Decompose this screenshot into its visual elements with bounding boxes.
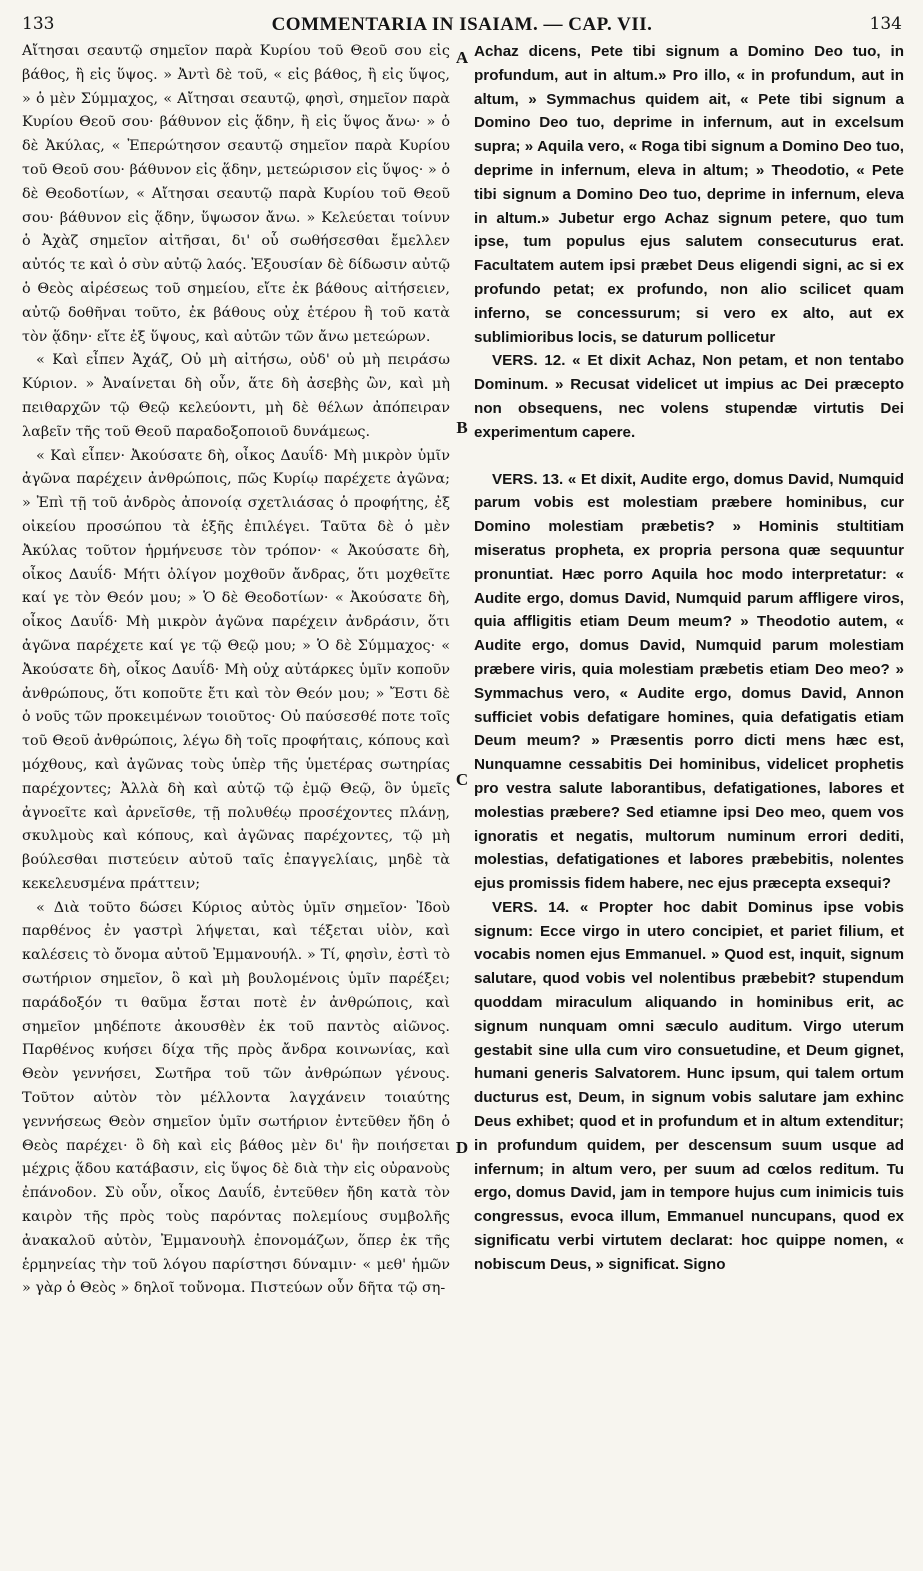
page-number-right: 134 <box>869 14 902 34</box>
margin-marker-d: D <box>455 1138 469 1157</box>
latin-paragraph: Achaz dicens, Pete tibi signum a Domino Deo tuo, in profundum, aut in altum.» Pro illo, « in profundum, aut in altum, » Symmachus quidem ait, « Pete tibi signum a Domino Deo tuo, deprime in infernum, aut in excelsum supra; » Aquila vero, « Roga tibi signum a Domino Deo tuo, deprime in infernum, eleva in altum; » Theodotio, « Pete tibi signum a Domino Deo tuo, deprime in infernum, eleva in altum.» Jubetur ergo Achaz signum petere, quo tum ipse, tum populus ejus salutem consecuturus erat. Facultatem autem ipsi præbet Deus eligendi signi, ac si ex profundo petat; ex profundo, non alio scilicet quam inferno, se concessurum; si vero ex alto, aut ex sublimioribus locis, se daturum pollicetur <box>474 43 904 346</box>
greek-paragraph: « Καὶ εἶπεν· Ἀκούσατε δὴ, οἶκος Δαυΐδ· Μὴ μικρὸν ὑμῖν ἀγῶνα παρέχειν ἀνθρώποις, πῶς Κυρίῳ παρέχετε ἀγῶνα; » Ἐπὶ τῇ τοῦ ἀνδρὸς ἀπονοίᾳ σχετλιάσας ὁ προφήτης, ἐξ οἰκείου προσώπου τὰ ἑξῆς ἐπιλέγει. Ταῦτα δὲ ὁ μὲν Ἀκύλας τοῦτον ἡρμήνευσε τὸν τρόπον· « Ἀκούσατε δὴ, οἶκος Δαυΐδ· Μήτι ὀλίγον μοχθοῦν ἄνδρας, ὅτι μοχθεῖτε καί γε τὸν Θεόν μου; » Ὁ δὲ Θεοδοτίων· « Ἀκούσατε δὴ, οἶκος Δαυΐδ· Μὴ μικρὸν ἀγῶνα παρέχειν ἀνδράσιν, ὅτι ἀγῶνα παρέχετε καί γε τῷ Θεῷ μου; » Ὁ δὲ Σύμμαχος· « Ἀκούσατε δὴ, οἶκος Δαυΐδ· Μὴ οὐχ αὐτάρκες ὑμῖν κοποῦν ἀνθρώπους, ὅτι κοποῦτε ἔτι καὶ τὸν Θεόν μου; » Ἔστι δὲ ὁ νοῦς τῶν προκειμένων τοιοῦτος· Οὐ παύσεσθέ ποτε τοῖς τοῦ Θεοῦ ἀνθρώποις, λέγω δὴ τοῖς προφήταις, κόπους καὶ μόχθους, καὶ ἀγῶνας τοὺς ὑπὲρ τῆς ὑμετέρας σωτηρίας παρέχοντες; Ἀλλὰ δὴ καὶ αὐτῷ τῷ ἐμῷ Θεῷ, ὃν ὑμεῖς ἀγνοεῖτε καὶ ἀρνεῖσθε, τῇ πολυθέῳ προσέχοντες πλάνῃ, σκυλμοὺς καὶ κόπους, καὶ ἀγῶνας παρέχοντες, τῷ μὴ βούλεσθαι πιστεύειν αὐτοῦ ταῖς ἐπαγγελίαις, μηδὲ τὰ κεκελευσμένα πράττειν; <box>22 447 450 892</box>
latin-column <box>474 40 904 1277</box>
latin-paragraph: VERS. 13. « Et dixit, Audite ergo, domus David, Numquid parum vobis est molestiam præbere hominibus, cur Domino molestiam præbetis? » Hominis stultitiam miseratus propheta, ex propria persona quæ sequuntur pronuntiat. Hæc porro Aquila hoc modo interpretatur: « Audite ergo, domus David, Numquid parum affligere viros, quia affligitis etiam Deum meum? » Theodotio autem, « Audite ergo, domus David, Numquid parum molestiam præbere viris, quia molestiam præbetis etiam Deo meo? » Symmachus vero, « Audite ergo, domus David, Annon sufficiet vobis defatigare homines, quia defatigatis etiam Deum meum? » Præsentis porro dicti mens hæc est, Nunquamne cessabitis Dei hominibus, videlicet prophetis pro vestra salute laborantibus, defatigationes, labores et molestias præbere? Sed etiamne ipsi Deo meo, quem vos ignoratis et negatis, multorum numinum errori dediti, molestias, defatigationes et labores præbebitis, nolentes ejus promissis fidem habere, nec ejus præcepta exsequi? <box>474 470 904 893</box>
greek-column <box>22 40 450 1301</box>
greek-paragraph: « Διὰ τοῦτο δώσει Κύριος αὐτὸς ὑμῖν σημεῖον· Ἰδοὺ παρθένος ἐν γαστρὶ λήψεται, καὶ τέξεται υἱὸν, καὶ καλέσεις τὸ ὄνομα αὐτοῦ Ἐμμανουήλ. » Τί, φησὶν, ἐστὶ τὸ σωτήριον σημεῖον, ὃ καὶ μὴ βουλομένοις ὑμῖν παρέξει; παράδοξόν τι θαῦμα ἔσται ποτὲ ἐν ἀνθρώποις, καὶ σημεῖον μηδέποτε ἀκουσθὲν ἐκ τοῦ παντὸς αἰῶνος. Παρθένος κυήσει δίχα τῆς πρὸς ἄνδρα κοινωνίας, καὶ Θεὸν γεννήσει, Σωτῆρα τοῦ τῶν ἀνθρώπων γένους. Τοῦτον αὐτὸν τὸν μέλλοντα λαγχάνειν τοιαύτης γεννήσεως Θεὸν σημεῖον ὑμῖν σωτήριον ἐντεῦθεν ἤδη ὁ Θεὸς παρέχει· ὃ δὴ καὶ εἰς βάθος μὲν δι' ἣν ποιήσεται μέχρις ᾅδου κατάβασιν, εἰς ὕψος δὲ διὰ τὴν εἰς οὐρανοὺς ἐπάνοδον. Σὺ οὖν, οἶκος Δαυΐδ, ἐντεῦθεν ἤδη κατὰ τὸν καιρὸν τῆς πρὸς τοὺς παρόντας πολεμίους συμβολῆς ἀνακαλοῦ αὐτὸν, Ἐμμανουὴλ ἐπονομάζων, ὅπερ ἐκ τῆς ἑρμηνείας τὴν τοῦ λόγου παρίστησι δύναμιν· « μεθ' ἡμῶν » γὰρ ὁ Θεὸς » δηλοῖ τοὔνομα. Πιστεύων οὖν δῆτα τῷ ση- <box>22 899 450 1297</box>
margin-marker-c: C <box>455 770 469 789</box>
running-title: COMMENTARIA IN ISAIAM. — CAP. VII. <box>271 14 653 35</box>
latin-paragraph: VERS. 12. « Et dixit Achaz, Non petam, et non tentabo Dominum. » Recusat videlicet ut impius ac Dei præcepto non obsequens, nec volens stupendæ virtutis Dei experimentum capere. <box>474 352 904 441</box>
running-header <box>22 14 902 38</box>
paragraph-gap <box>474 445 904 468</box>
latin-paragraph: VERS. 14. « Propter hoc dabit Dominus ipse vobis signum: Ecce virgo in utero concipiet, et pariet filium, et vocabis nomen ejus Emmanuel. » Quod est, inquit, signum salutare, quod vobis vel nolentibus præbebit? stupendum quoddam miraculum aliquando in hominibus erit, ac signum nunquam omni sæculo auditum. Virgo uterum gestabit sine ulla cum viro consuetudine, et Deum gignet, humani generis Salvatorem. Hunc ipsum, qui talem ortum ducturus est, Deum, in signum vobis salutare jam exhinc Deus exhibet; quod et in profundum et in altum extenditur; in profundum quidem, per descensum suum usque ad infernum; in altum vero, per suum ad cœlos reditum. Tu ergo, domus David, jam in tempore hujus cum inimicis tuis congressus, evoca illum, Emmanuel nuncupans, quod ex significatu verbi virtutem declarat: hoc quippe nomen, « nobiscum Deus, » significat. Signo <box>474 898 904 1273</box>
margin-marker-a: A <box>455 48 469 67</box>
margin-marker-b: B <box>456 418 468 437</box>
greek-paragraph: Αἴτησαι σεαυτῷ σημεῖον παρὰ Κυρίου τοῦ Θεοῦ σου εἰς βάθος, ἢ εἰς ὕψος. » Ἀντὶ δὲ τοῦ, « εἰς βάθος, ἢ εἰς ὕψος, » ὁ μὲν Σύμμαχος, « Αἴτησαι σεαυτῷ, φησὶ, σημεῖον παρὰ Κυρίου Θεοῦ σου· βάθυνον εἰς ᾅδην, ἢ εἰς ὕψος ἄνω· » ὁ δὲ Ἀκύλας, « Ἐπερώτησον σεαυτῷ σημεῖον παρὰ Κυρίου τοῦ Θεοῦ σου· βάθυνον εἰς ᾅδην, μετεώρισον εἰς ὕψος· » ὁ δὲ Θεοδοτίων, « Αἴτησαι σεαυτῷ παρὰ Κυρίου τοῦ Θεοῦ σου· βάθυνον εἰς ᾅδην, ὕψωσον ἄνω. » Κελεύεται τοίνυν ὁ Ἀχὰζ σημεῖον αἰτῆσαι, δι' οὗ σωθήσεσθαι ἔμελλεν αὐτός τε καὶ ὁ σὺν αὐτῷ λαός. Ἐξουσίαν δὲ δίδωσιν αὐτῷ ὁ Θεὸς αἱρέσεως τοῦ σημείου, εἴτε ἐκ βάθους αἰτήσειεν, αὐτῷ δοθῆναι τοῦτο, ἐκ βάθους οὐχ ἑτέρου ἢ τοῦ κατὰ τὸν ᾅδην· εἴτε ἐξ ὕψους, καὶ αὐτῶν τῶν ἄνω μετεώρων. <box>22 43 450 345</box>
page-number-left: 133 <box>22 14 55 34</box>
greek-paragraph: « Καὶ εἶπεν Ἀχάζ, Οὐ μὴ αἰτήσω, οὐδ' οὐ μὴ πειράσω Κύριον. » Ἀναίνεται δὴ οὖν, ἅτε δὴ ἀσεβὴς ὢν, καὶ μὴ πειθαρχῶν τῷ Θεῷ κελεύοντι, μὴ δὲ θέλων ἀπόπειραν λαβεῖν τῆς τοῦ Θεοῦ παραδοξοποιοῦ δυνάμεως. <box>22 352 450 440</box>
